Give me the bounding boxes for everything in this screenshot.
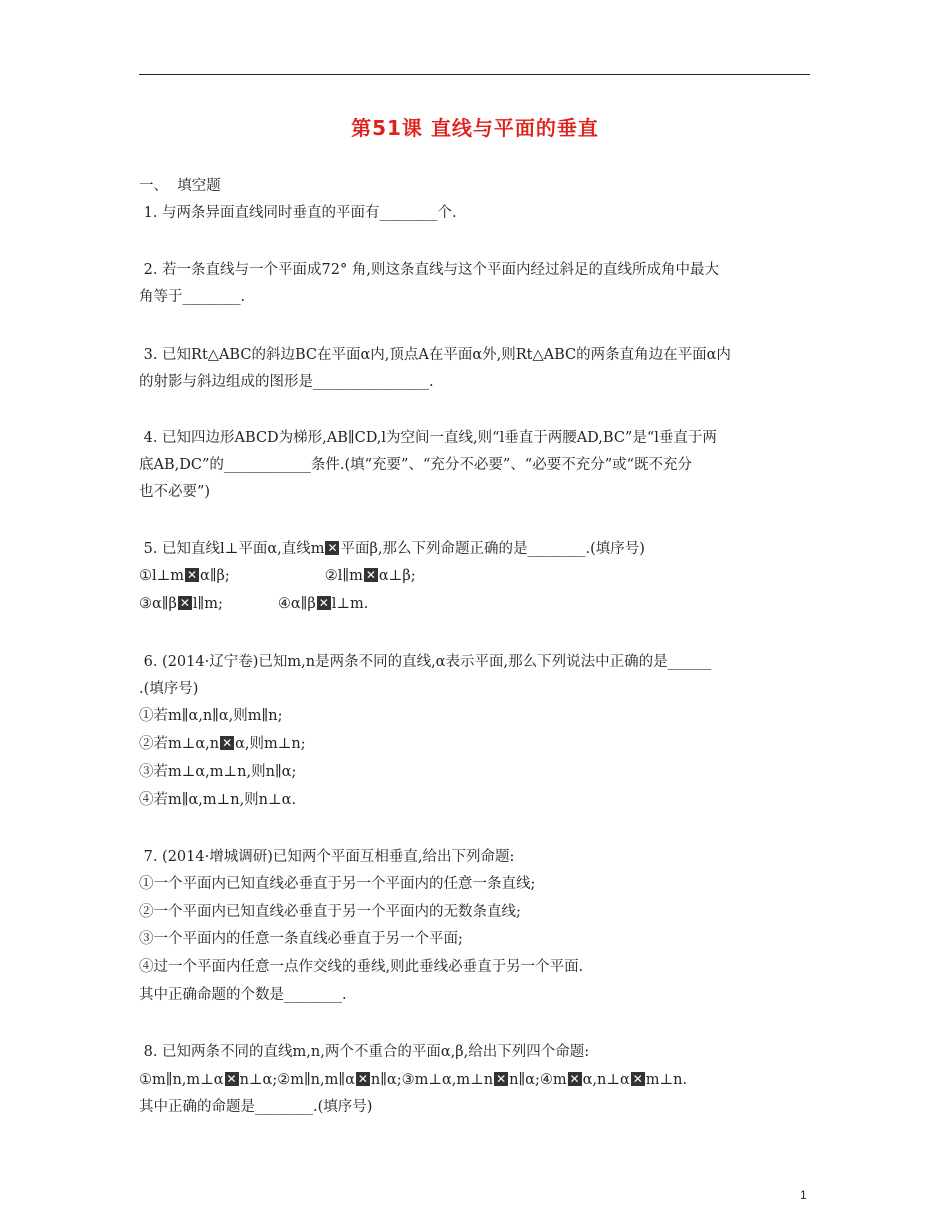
page-title: 第51课 直线与平面的垂直 [351,116,599,140]
question-4-line-1: 4. 已知四边形ABCD为梯形,AB∥CD,l为空间一直线,则“l垂直于两腰AD,BC”是“l垂直于两 [139,430,717,446]
broken-glyph-icon [185,568,199,582]
broken-glyph-icon [225,1072,239,1086]
option-3: ③α∥β ✕ l∥m; [139,596,223,612]
question-6-option-4: ④若m∥α,m⊥n,则n⊥α. [139,792,297,808]
option-1: ①l⊥m ✕ α∥β; [139,568,230,584]
option-4: ④α∥β ✕ l⊥m. [278,596,369,612]
broken-glyph-icon [356,1072,370,1086]
question-5-options-row-2 [139,594,368,614]
question-8-prompt: 其中正确的命题是________.(填序号) [139,1099,373,1115]
question-3-line-1: 3. 已知Rt△ABC的斜边BC在平面α内,顶点A在平面α外,则Rt△ABC的两条直角边在平面α内 [139,347,731,363]
question-4-line-2: 底AB,DC”的____________条件.(填“充要”、“充分不必要”、“必要不充分”或“既不充分 [139,457,693,473]
question-4-line-3: 也不必要”) [139,484,211,500]
question-5-options-row-1 [139,566,416,586]
question-8-line-2: ①m∥n,m⊥α ✕ n⊥α;②m∥n,m∥α ✕ n∥α;③m⊥α,m⊥n ✕ n∥α;④m ✕ α,n⊥α ✕ m⊥n. [139,1070,687,1090]
header-rule [139,74,810,75]
question-6-line-1: 6. (2014·辽宁卷)已知m,n是两条不同的直线,α表示平面,那么下列说法中正确的是______ [139,654,712,670]
question-6-line-2: .(填序号) [139,681,199,697]
question-7-item-3: ③一个平面内的任意一条直线必垂直于另一个平面; [139,931,463,947]
question-2-line-1: 2. 若一条直线与一个平面成72° 角,则这条直线与这个平面内经过斜足的直线所成角中最大 [139,262,719,278]
page-number: 1 [800,1188,807,1202]
broken-glyph-icon [568,1072,582,1086]
section-heading: 一、 填空题 [139,178,221,194]
question-7-prompt: 其中正确命题的个数是________. [139,987,347,1003]
question-7-item-1: ①一个平面内已知直线必垂直于另一个平面内的任意一条直线; [139,876,536,892]
question-7-item-4: ④过一个平面内任意一点作交线的垂线,则此垂线必垂直于另一个平面. [139,959,584,975]
broken-glyph-icon [220,736,234,750]
option-2: ②l∥m ✕ α⊥β; [325,568,416,584]
broken-glyph-icon [631,1072,645,1086]
broken-glyph-icon [364,568,378,582]
broken-glyph-icon [178,596,192,610]
broken-glyph-icon [494,1072,508,1086]
question-3-line-2: 的射影与斜边组成的图形是________________. [139,374,434,390]
question-2-line-2: 角等于________. [139,289,246,305]
question-6-option-3: ③若m⊥α,m⊥n,则n∥α; [139,764,297,780]
question-5-line-1: 5. 已知直线l⊥平面α,直线m ✕ 平面β,那么下列命题正确的是________.(填序号) [139,539,645,559]
question-7-item-2: ②一个平面内已知直线必垂直于另一个平面内的无数条直线; [139,904,521,920]
broken-glyph-icon [325,541,339,555]
question-7-line-1: 7. (2014·增城调研)已知两个平面互相垂直,给出下列命题: [139,849,515,865]
question-8-line-1: 8. 已知两条不同的直线m,n,两个不重合的平面α,β,给出下列四个命题: [139,1044,590,1060]
question-1: 1. 与两条异面直线同时垂直的平面有________个. [139,205,457,221]
broken-glyph-icon [317,596,331,610]
question-6-option-2: ②若m⊥α,n ✕ α,则m⊥n; [139,734,306,754]
question-6-option-1: ①若m∥α,n∥α,则m∥n; [139,708,283,724]
